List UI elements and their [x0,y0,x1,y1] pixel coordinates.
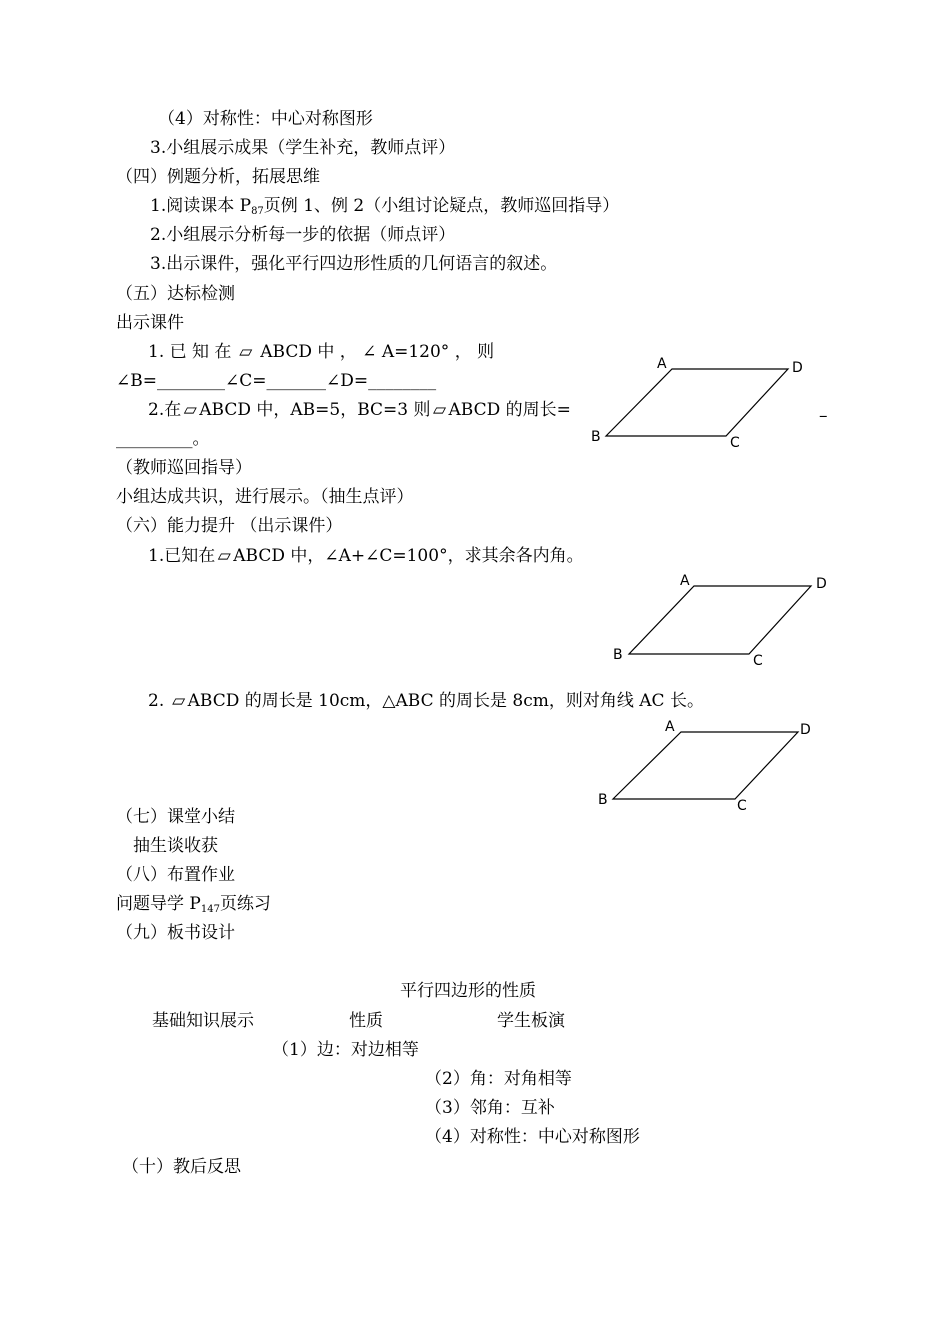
parallelogram-symbol: ▱ [183,400,197,420]
vertex-label-d: D [816,576,827,592]
text-line: 问题导学 $P_{147}$页练习 [116,894,271,915]
parallelogram-symbol: ▱ [432,400,447,420]
vertex-label-d: D [792,360,803,376]
problem-2: 2. ▱ ABCD 的周长是 10cm，△ABC 的周长是 8cm，则对角线 AC 长。 [148,691,704,711]
parallelogram-symbol: ▱ [239,342,253,362]
vertex-label-c: C [737,798,747,814]
vertex-label-d: D [800,722,811,738]
text-line: 小组达成共识，进行展示。（抽生点评） [116,487,414,507]
vertex-label-b: B [613,647,623,663]
vertex-label-b: B [591,429,601,445]
text-line: 3.小组展示成果（学生补充，教师点评） [150,138,456,158]
section-heading: （九）板书设计 [116,923,235,943]
board-item: （3）邻角：互补 [425,1098,555,1118]
parallelogram-figure [585,350,815,450]
stray-dash: – [819,406,828,426]
question-1: 1. 已 知 在 ▱ ABCD 中 ， ∠ A=120° ， 则 [148,342,495,362]
text-line: （4）对称性：中心对称图形 [158,109,373,129]
text-line: 1.阅读课本 $P_{87}$页例 1、例 2（小组讨论疑点，教师巡回指导） [150,196,620,217]
question-2-blank: _________。 [116,429,210,449]
parallelogram-figure [605,568,835,668]
text-line: 抽生谈收获 [133,836,218,856]
board-column-1: 基础知识展示 [152,1011,254,1031]
question-1-blanks: ∠B=________∠C=_______∠D=________ [116,371,437,391]
section-heading: （七）课堂小结 [116,807,235,827]
question-2: 2.在 ▱ ABCD 中，AB=5，BC=3 则 ▱ ABCD 的周长= [148,400,571,420]
section-heading: （五）达标检测 [116,284,235,304]
problem-1: 1.已知在 ▱ ABCD 中，∠A+∠C=100°，求其余各内角。 [148,546,584,566]
vertex-label-c: C [730,435,740,450]
vertex-label-a: A [665,719,675,735]
board-title: 平行四边形的性质 [400,981,536,1001]
vertex-label-b: B [598,792,608,808]
text-line: 3.出示课件，强化平行四边形性质的几何语言的叙述。 [150,254,558,274]
vertex-label-c: C [753,653,763,668]
board-item: （2）角：对角相等 [425,1069,572,1089]
vertex-label-a: A [657,356,667,372]
parallelogram-symbol: ▱ [217,546,231,566]
section-heading: （六）能力提升 （出示课件） [116,516,343,536]
vertex-label-a: A [680,573,690,589]
parallelogram-symbol: ▱ [172,691,186,711]
board-item: （4）对称性：中心对称图形 [425,1127,640,1147]
text-line: （教师巡回指导） [116,458,252,478]
board-item: （1）边：对边相等 [272,1040,419,1060]
board-column-2: 性质 [349,1011,383,1031]
section-heading: （八）布置作业 [116,865,235,885]
text-line: 出示课件 [116,313,184,333]
section-heading: （四）例题分析，拓展思维 [116,167,320,187]
text-line: 2.小组展示分析每一步的依据（师点评） [150,225,456,245]
board-column-3: 学生板演 [497,1011,565,1031]
parallelogram-figure [590,714,820,814]
section-heading: （十）教后反思 [122,1157,241,1177]
